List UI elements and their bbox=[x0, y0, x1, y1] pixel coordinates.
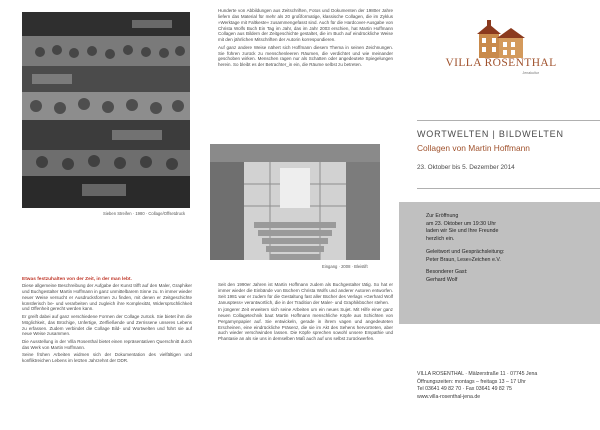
staircase-caption: Eingang · 2008 · Bleistift bbox=[322, 264, 368, 269]
guest-block bbox=[426, 269, 596, 284]
speech-line: Peter Braun, Lese»Zeichen e.V. bbox=[426, 256, 501, 263]
website-link[interactable]: www.villa-rosenthal-jena.de bbox=[417, 393, 481, 400]
villa-house-icon bbox=[467, 20, 529, 60]
guest-line: Gerhard Wolf bbox=[426, 277, 458, 284]
opening-hours: Öffnungszeiten: montags – freitags 13 – 17 Uhr bbox=[417, 378, 526, 385]
opening-block bbox=[426, 213, 596, 244]
invitation-box bbox=[399, 202, 600, 324]
divider bbox=[417, 120, 600, 121]
guest-line: Besonderer Gast: bbox=[426, 269, 468, 276]
collage-artwork-image bbox=[22, 12, 190, 208]
middle-paragraph: In jüngerer Zeit erweitern sich seine Arbeiten um ein neues Sujet. Mit Hilfe einer ganz neuen Collagetechnik baut Martin Hoffmann menschliche Köpfe aus Schichten von Pergamynpapier auf. Sie entwickeln, gerade in ihrem vagen und angedeuteten Erscheinen, eine eindrückliche Präsenz, die sie im Akt des Sehens hervortreten, aber auch wieder verschwinden lassen. Die Köpfe sprechen sowohl unsere Empathie und Phantasie an als sie uns in demselben Maß auch auf uns selbst zurückwerfen. bbox=[218, 306, 393, 342]
address-line: VILLA ROSENTHAL · Mälzerstraße 11 · 07745 Jena bbox=[417, 371, 538, 377]
speech-block bbox=[426, 249, 596, 264]
opening-line: laden wir Sie und Ihre Freunde bbox=[426, 228, 499, 235]
left-heading: Etwas festzuhalten von der Zeit, in der man lebt. bbox=[22, 277, 132, 282]
middle-top-text bbox=[218, 8, 393, 70]
divider bbox=[417, 188, 600, 189]
left-paragraph: Er greift dabei auf ganz verschiedene Formen der Collage zurück. Sie bietet ihm die Möglichkeit, das Brüchige, Unfertige, Zerfließende und Zerrissene unseres Lebens zu erfassen. Zudem verbindet die Collage Bild- und Wortwelten und führt sie auf neue Weise zusammen. bbox=[22, 313, 192, 337]
middle-paragraph: Seit den 1990er Jahren ist Martin Hoffmann zudem als Buchgestalter tätig. So hat er immer wieder die Einbände von Büchern Christa Wolfs und anderer Autoren entworfen. Seit 1981 war er zudem für die Gestaltung fast aller Bücher des Verlags »Gerhard Wolf Janusptess« verantwortlich, die in der Tradition der Maler- und Graphikbücher stehen. bbox=[218, 282, 393, 305]
logo-title: VILLA ROSENTHAL bbox=[445, 57, 557, 69]
opening-line: herzlich ein. bbox=[426, 236, 455, 243]
logo-subtitle: Jenakultur bbox=[522, 71, 539, 75]
opening-line: Zur Eröffnung bbox=[426, 213, 459, 219]
speech-line: Geleitwort und Gesprächsleitung: bbox=[426, 248, 505, 255]
middle-bottom-text bbox=[218, 282, 393, 344]
staircase-drawing-image bbox=[210, 144, 380, 260]
collage-artwork-graphic bbox=[22, 12, 190, 208]
phone-fax: Tel 03641 49 82 70 · Fax 03641 49 82 75 bbox=[417, 386, 512, 393]
staircase-drawing-graphic bbox=[210, 144, 380, 260]
collage-caption: Sieben Streifen · 1980 · Collage/Offsetdruck bbox=[103, 211, 186, 216]
middle-paragraph: Hunderte von Abbildungen aus Zeitschriften, Fotos und Dokumenten der 1980er Jahre liefern das Material für mehr als 20 großformatige, klassische Collagen, die im Zyklus »Werktage mit Faltkeste« zusammengefasst sind. Auch für die Hardcover-Ausgabe von Christa Wolfs Buch Ein Tag im Jahr, das im Jahr 2003 erschien, hat Martin Hoffmann Collagen aus Bildern der Zeitgeschichte gestaltet, die im Buch auf eindrückliche Weise mit den jährlichen Mitschriften der Autorin korrespondieren. bbox=[218, 8, 393, 43]
left-body-text bbox=[22, 283, 192, 365]
address-block bbox=[417, 371, 600, 401]
opening-line: am 23. Oktober um 19:30 Uhr bbox=[426, 220, 497, 227]
exhibition-dates: 23. Oktober bis 5. Dezember 2014 bbox=[417, 164, 515, 171]
left-paragraph: Die Ausstellung in der Villa Rosenthal bietet einen repräsentativen Querschnitt durch das Werk von Martin Hoffmann. bbox=[22, 338, 192, 350]
invitation-text bbox=[426, 213, 596, 290]
left-paragraph: Diese allgemeine Beschreibung der Aufgabe der Kunst trifft auf den Maler, Graphiker und Buchgestalter Martin Hoffmann in ganz unmittelbarem Sinne zu. In immer wieder neuer Weise versucht er Ausdrucksformen zu finden, mit denen er Zeitgeschichte künstlerisch be- und verarbeiten und zugleich ihre Komplexität, Widersprüchlichkeit und Offenheit gerecht werden kann. bbox=[22, 283, 192, 312]
exhibition-title: WORTWELTEN | BILDWELTEN bbox=[417, 129, 564, 139]
villa-rosenthal-logo bbox=[467, 20, 529, 60]
exhibition-subtitle: Collagen von Martin Hoffmann bbox=[417, 143, 530, 153]
middle-paragraph: Auf ganz andere Weise nähert sich Hoffmann diesem Thema in seinen Zeichnungen. Sie führen zurück zu menschenleeren Räumen, die verdichtet und wie meinander geschoben wirken. Menschen ragen nur als Schatten oder angedeutete Spiegelungen herein. So bleibt es der Betrachter_in ein, die Räume selbst zu betreten. bbox=[218, 44, 393, 68]
left-paragraph: Seine frühen Arbeiten widmen sich der Dokumentation des vielfältigen und konfliktreichen Lebens im letzten Jahrzehnt der DDR. bbox=[22, 352, 192, 363]
